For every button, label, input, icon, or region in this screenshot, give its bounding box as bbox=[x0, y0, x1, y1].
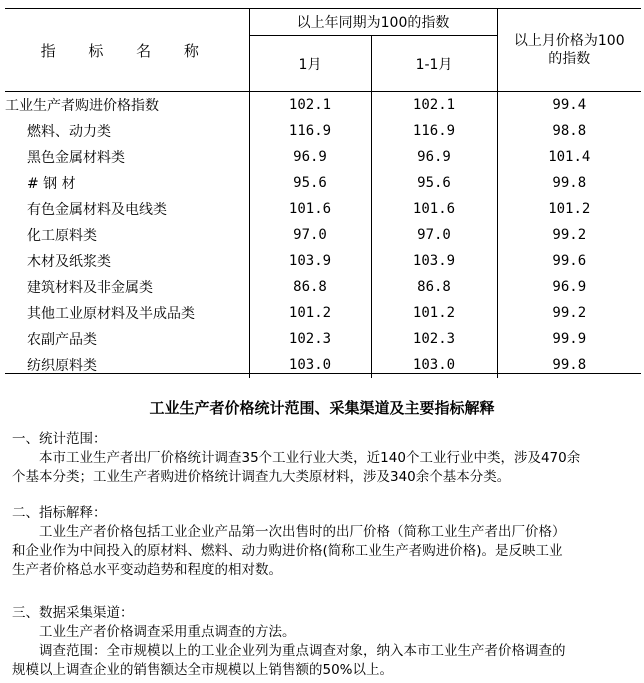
row-mom-index: 99.8 bbox=[497, 170, 641, 196]
row-month-index: 102.1 bbox=[249, 92, 371, 119]
header-mom-index bbox=[497, 9, 641, 92]
row-ytd-index: 101.2 bbox=[371, 300, 497, 326]
row-ytd-index: 103.0 bbox=[371, 352, 497, 378]
table-row bbox=[5, 222, 641, 248]
row-mom-index: 96.9 bbox=[497, 274, 641, 300]
header-indicator-name: 指 标 名 称 bbox=[5, 9, 249, 92]
table-row bbox=[5, 92, 641, 119]
row-mom-index: 99.2 bbox=[497, 300, 641, 326]
header-ytd: 1-1月 bbox=[371, 36, 497, 92]
section-definitions bbox=[12, 504, 632, 580]
row-month-index: 96.9 bbox=[249, 144, 371, 170]
definitions-line-3: 生产者价格总水平变动趋势和程度的相对数。 bbox=[12, 562, 282, 578]
scope-line-2: 个基本分类；工业生产者购进价格统计调查九大类原材料，涉及340余个基本分类。 bbox=[12, 469, 511, 485]
row-month-index: 103.9 bbox=[249, 248, 371, 274]
row-name: 有色金属材料及电线类 bbox=[27, 202, 167, 218]
section-data-collection bbox=[12, 604, 632, 680]
table-row bbox=[5, 144, 641, 170]
header-mom-line2: 的指数 bbox=[548, 51, 591, 67]
header-mom-line1: 以上月价格为100 bbox=[513, 33, 625, 49]
row-ytd-index: 102.3 bbox=[371, 326, 497, 352]
row-name: 农副产品类 bbox=[27, 332, 97, 348]
row-name: 木材及纸浆类 bbox=[27, 254, 111, 270]
table-row bbox=[5, 248, 641, 274]
row-month-index: 95.6 bbox=[249, 170, 371, 196]
price-index-table bbox=[5, 8, 641, 378]
table-row bbox=[5, 170, 641, 196]
row-ytd-index: 116.9 bbox=[371, 118, 497, 144]
row-mom-index: 99.4 bbox=[497, 92, 641, 119]
row-mom-index: 99.6 bbox=[497, 248, 641, 274]
header-yoy-group: 以上年同期为100的指数 bbox=[249, 9, 497, 36]
collection-line-2: 调查范围：全市规模以上的工业企业列为重点调查对象，纳入本市工业生产者价格调查的 bbox=[39, 643, 566, 659]
table-row bbox=[5, 196, 641, 222]
table-row bbox=[5, 326, 641, 352]
definitions-line-2: 和企业作为中间投入的原材料、燃料、动力购进价格(简称工业生产者购进价格)。是反映工业 bbox=[12, 543, 563, 559]
row-month-index: 102.3 bbox=[249, 326, 371, 352]
table-row bbox=[5, 352, 641, 378]
row-name: 建筑材料及非金属类 bbox=[27, 280, 153, 296]
row-name: 纺织原料类 bbox=[27, 358, 97, 374]
row-ytd-index: 103.9 bbox=[371, 248, 497, 274]
table-row bbox=[5, 118, 641, 144]
row-ytd-index: 102.1 bbox=[371, 92, 497, 119]
row-mom-index: 98.8 bbox=[497, 118, 641, 144]
table-bottom-rule bbox=[5, 373, 641, 374]
header-month: 1月 bbox=[249, 36, 371, 92]
row-ytd-index: 96.9 bbox=[371, 144, 497, 170]
row-ytd-index: 97.0 bbox=[371, 222, 497, 248]
row-month-index: 97.0 bbox=[249, 222, 371, 248]
row-ytd-index: 101.6 bbox=[371, 196, 497, 222]
section-scope bbox=[12, 430, 632, 487]
row-month-index: 101.2 bbox=[249, 300, 371, 326]
row-mom-index: 99.9 bbox=[497, 326, 641, 352]
row-month-index: 116.9 bbox=[249, 118, 371, 144]
table-row bbox=[5, 274, 641, 300]
row-month-index: 101.6 bbox=[249, 196, 371, 222]
scope-line-1: 本市工业生产者出厂价格统计调查35个工业行业大类，近140个工业行业中类，涉及470余 bbox=[39, 450, 581, 466]
collection-line-1: 工业生产者价格调查采用重点调查的方法。 bbox=[39, 624, 296, 640]
collection-line-3: 规模以上调查企业的销售额达全市规模以上销售额的50%以上。 bbox=[12, 662, 394, 678]
row-mom-index: 99.8 bbox=[497, 352, 641, 378]
row-month-index: 86.8 bbox=[249, 274, 371, 300]
row-name: 其他工业原材料及半成品类 bbox=[27, 306, 195, 322]
section-title: 工业生产者价格统计范围、采集渠道及主要指标解释 bbox=[149, 399, 495, 417]
table-row bbox=[5, 300, 641, 326]
row-name: # 钢 材 bbox=[27, 176, 76, 192]
definitions-line-1: 工业生产者价格包括工业企业产品第一次出售时的出厂价格（简称工业生产者出厂价格） bbox=[39, 524, 566, 540]
row-name: 工业生产者购进价格指数 bbox=[5, 98, 159, 114]
row-ytd-index: 86.8 bbox=[371, 274, 497, 300]
row-name: 化工原料类 bbox=[27, 228, 97, 244]
collection-heading: 三、数据采集渠道： bbox=[12, 605, 134, 621]
row-mom-index: 99.2 bbox=[497, 222, 641, 248]
row-mom-index: 101.4 bbox=[497, 144, 641, 170]
row-ytd-index: 95.6 bbox=[371, 170, 497, 196]
scope-heading: 一、统计范围： bbox=[12, 431, 107, 447]
row-mom-index: 101.2 bbox=[497, 196, 641, 222]
definitions-heading: 二、指标解释： bbox=[12, 505, 107, 521]
row-name: 燃料、动力类 bbox=[27, 124, 111, 140]
row-name: 黑色金属材料类 bbox=[27, 150, 125, 166]
row-month-index: 103.0 bbox=[249, 352, 371, 378]
